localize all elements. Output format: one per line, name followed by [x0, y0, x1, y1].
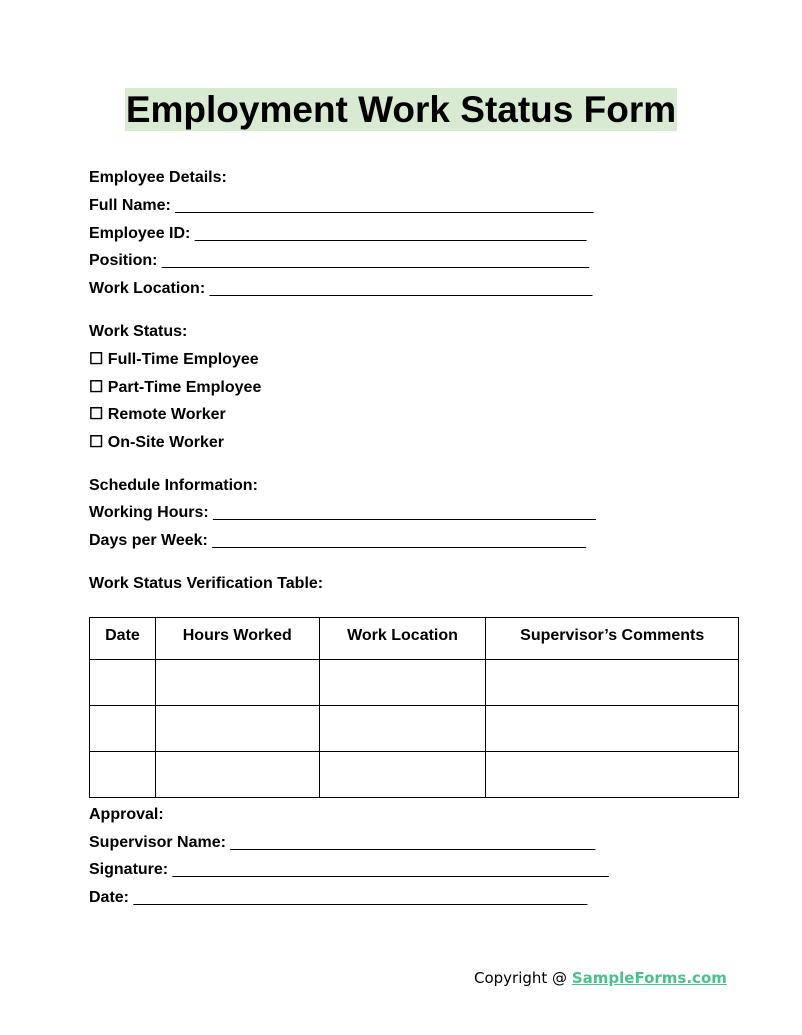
option-on-site[interactable]: [89, 433, 224, 453]
checkbox-icon[interactable]: ☐: [89, 379, 104, 396]
option-remote[interactable]: [89, 405, 226, 425]
supervisor-name-label: Supervisor Name:: [89, 834, 226, 851]
working-hours-blank[interactable]: ___________________________________________: [213, 504, 596, 521]
employee-id-label: Employee ID:: [89, 225, 191, 242]
table-row: [90, 706, 739, 752]
column-header-comments: Supervisor’s Comments: [486, 618, 739, 660]
supervisor-name-blank[interactable]: _________________________________________: [230, 834, 596, 851]
position-field[interactable]: [89, 251, 589, 271]
approval-date-blank[interactable]: ___________________________________________________: [133, 889, 588, 906]
position-label: Position:: [89, 252, 158, 269]
full-name-label: Full Name:: [89, 197, 171, 214]
option-full-time[interactable]: [89, 350, 259, 370]
days-per-week-field[interactable]: [89, 531, 586, 551]
signature-label: Signature:: [89, 861, 169, 878]
copyright-text: Copyright @: [474, 969, 572, 987]
column-header-date: Date: [90, 618, 156, 660]
table-cell[interactable]: [319, 752, 486, 798]
verification-table: [89, 617, 739, 798]
signature-blank[interactable]: _________________________________________________: [172, 861, 609, 878]
approval-date-label: Date:: [89, 889, 130, 906]
schedule-heading: Schedule Information:: [89, 477, 258, 494]
work-status-heading: Work Status:: [89, 323, 188, 340]
option-part-time[interactable]: [89, 378, 261, 398]
table-cell[interactable]: [90, 706, 156, 752]
work-location-label: Work Location:: [89, 280, 206, 297]
full-name-field[interactable]: [89, 196, 593, 216]
table-cell[interactable]: [319, 660, 486, 706]
table-cell[interactable]: [90, 660, 156, 706]
verification-heading: Work Status Verification Table:: [89, 575, 324, 592]
table-cell[interactable]: [90, 752, 156, 798]
work-location-blank[interactable]: ___________________________________________: [209, 280, 593, 297]
table-cell[interactable]: [155, 706, 319, 752]
option-label: On-Site Worker: [107, 434, 224, 451]
table-cell[interactable]: [319, 706, 486, 752]
sampleforms-link[interactable]: SampleForms.com: [571, 969, 727, 987]
table-header-row: [90, 618, 739, 660]
working-hours-label: Working Hours:: [89, 504, 209, 521]
days-per-week-label: Days per Week:: [89, 532, 208, 549]
table-cell[interactable]: [486, 706, 739, 752]
option-label: Full-Time Employee: [107, 351, 259, 368]
employee-details-heading: Employee Details:: [89, 169, 227, 186]
approval-date-field[interactable]: [89, 888, 587, 908]
table-cell[interactable]: [486, 752, 739, 798]
checkbox-icon[interactable]: ☐: [89, 434, 104, 451]
form-title: Employment Work Status Form: [125, 89, 677, 130]
option-label: Part-Time Employee: [107, 379, 262, 396]
checkbox-icon[interactable]: ☐: [89, 351, 104, 368]
employee-id-field[interactable]: [89, 224, 586, 244]
table-row: [90, 660, 739, 706]
employee-id-blank[interactable]: ____________________________________________: [194, 225, 587, 242]
days-per-week-blank[interactable]: __________________________________________: [212, 532, 587, 549]
table-cell[interactable]: [155, 660, 319, 706]
table-row: [90, 752, 739, 798]
position-blank[interactable]: ________________________________________________: [161, 252, 590, 269]
approval-heading: Approval:: [89, 806, 164, 823]
supervisor-name-field[interactable]: [89, 833, 595, 853]
option-label: Remote Worker: [107, 406, 226, 423]
working-hours-field[interactable]: [89, 503, 596, 523]
column-header-location: Work Location: [319, 618, 486, 660]
title-wrap: [0, 88, 802, 131]
footer-copyright: [474, 969, 727, 987]
full-name-blank[interactable]: _______________________________________________: [175, 197, 594, 214]
work-location-field[interactable]: [89, 279, 592, 299]
signature-field[interactable]: [89, 860, 609, 880]
checkbox-icon[interactable]: ☐: [89, 406, 104, 423]
table-cell[interactable]: [155, 752, 319, 798]
table-cell[interactable]: [486, 660, 739, 706]
column-header-hours: Hours Worked: [155, 618, 319, 660]
